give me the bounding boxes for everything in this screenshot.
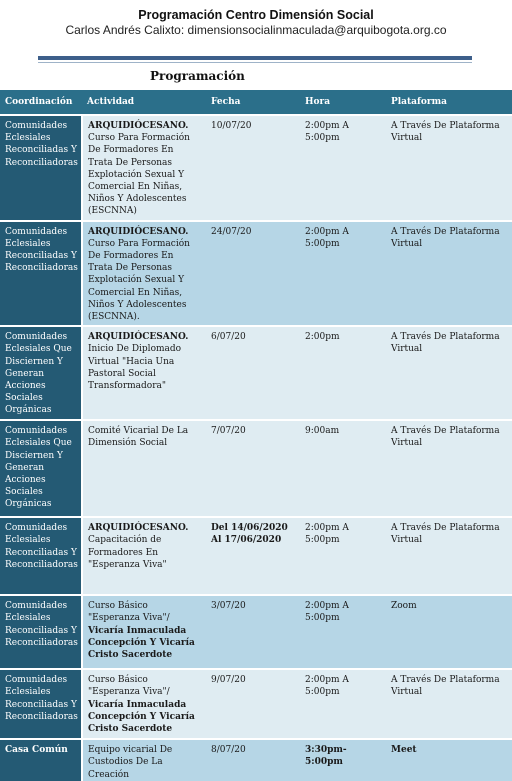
plataforma-cell: A Través De Plataforma Virtual [386,326,512,420]
hora-cell: 3:30pm- 5:00pm [300,739,386,781]
table-row [0,517,512,595]
actividad-text: Curso Para Formación De Formadores En Trata De Personas Explotación Sexual Y Comercial En Niñas, Niños Y Adolescentes (ESCNNA) [88,133,190,217]
table-row [0,739,512,781]
table-header-row [0,90,512,115]
actividad-text: Curso Para Formación De Formadores En Trata De Personas Explotación Sexual Y Comercial En Niñas, Niños Y Adolescentes (ESCNNA). [88,238,190,323]
actividad-cell [82,517,206,595]
actividad-text: Curso Básico "Esperanza Viva"/ [88,675,170,698]
actividad-bold: ARQUIDIÓCESANO. [88,121,189,131]
fecha-cell: 10/07/20 [206,115,300,221]
coordinacion-cell: Comunidades Eclesiales Reconciliadas Y Reconciliadoras [0,595,82,669]
plataforma-cell: Zoom [386,595,512,669]
actividad-text: Capacitación de Formadores En "Esperanza Viva" [88,535,167,570]
fecha-cell: 8/07/20 [206,739,300,781]
fecha-cell: 9/07/20 [206,669,300,739]
coordinacion-cell: Casa Común [0,739,82,781]
actividad-bold: ARQUIDIÓCESANO. [88,523,189,534]
fecha-cell: Del 14/06/2020 Al 17/06/2020 [206,517,300,595]
column-header: Coordinación [0,90,82,115]
fecha-cell: 6/07/20 [206,326,300,420]
actividad-cell [82,115,206,221]
table-row [0,326,512,420]
hora-cell: 2:00pm A 5:00pm [300,669,386,739]
actividad-bold: Vicaría Inmaculada Concepción Y Vicaría Cristo Sacerdote [88,699,195,735]
fecha-cell: 3/07/20 [206,595,300,669]
contact-line: Carlos Andrés Calixto: dimensionsocialinmaculada@arquibogota.org.co [65,23,447,37]
actividad-bold: Vicaría Inmaculada Concepción Y Vicaría Cristo Sacerdote [88,625,195,661]
actividad-bold: ARQUIDIÓCESANO. [88,332,189,343]
actividad-cell: Equipo vicarial De Custodios De La Creación [82,739,206,781]
plataforma-cell: A Través De Plataforma Virtual [386,420,512,517]
column-header: Plataforma [386,90,512,115]
actividad-cell [82,669,206,739]
hora-cell: 2:00pm A 5:00pm [300,595,386,669]
header-divider [38,56,472,60]
document-title: Programación Centro Dimensión Social [138,8,374,22]
coordinacion-cell: Comunidades Eclesiales Reconciliadas Y Reconciliadoras [0,669,82,739]
plataforma-cell: A Través De Plataforma Virtual [386,115,512,221]
section-title: Programación [150,69,245,83]
table-row [0,221,512,327]
coordinacion-cell: Comunidades Eclesiales Reconciliadas Y Reconciliadoras [0,115,82,221]
hora-cell: 2:00pm A 5:00pm [300,221,386,327]
fecha-cell: 24/07/20 [206,221,300,327]
table-row [0,669,512,739]
plataforma-cell: A Través De Plataforma Virtual [386,517,512,595]
table-row [0,595,512,669]
table-row [0,115,512,221]
column-header: Fecha [206,90,300,115]
plataforma-cell: A Través De Plataforma Virtual [386,669,512,739]
actividad-cell [82,221,206,327]
fecha-cell: 7/07/20 [206,420,300,517]
hora-cell: 2:00pm [300,326,386,420]
coordinacion-cell: Comunidades Eclesiales Reconciliadas Y Reconciliadoras [0,517,82,595]
actividad-text: Inicio De Diplomado Virtual "Hacia Una Pastoral Social Transformadora" [88,344,182,392]
schedule-table [0,90,512,781]
actividad-cell [82,326,206,420]
header-divider-thin [38,62,472,63]
table-row [0,420,512,517]
column-header: Hora [300,90,386,115]
coordinacion-cell: Comunidades Eclesiales Reconciliadas Y Reconciliadoras [0,221,82,327]
hora-cell: 9:00am [300,420,386,517]
hora-cell: 2:00pm A 5:00pm [300,517,386,595]
plataforma-cell: A Través De Plataforma Virtual [386,221,512,327]
column-header: Actividad [82,90,206,115]
plataforma-cell: Meet [386,739,512,781]
coordinacion-cell: Comunidades Eclesiales Que Disciernen Y Generan Acciones Sociales Orgánicas [0,420,82,517]
coordinacion-cell: Comunidades Eclesiales Que Disciernen Y Generan Acciones Sociales Orgánicas [0,326,82,420]
hora-cell: 2:00pm A 5:00pm [300,115,386,221]
actividad-cell: Comité Vicarial De La Dimensión Social [82,420,206,517]
actividad-text: Curso Básico "Esperanza Viva"/ [88,601,170,624]
actividad-bold: ARQUIDIÓCESANO. [88,226,189,237]
actividad-cell [82,595,206,669]
